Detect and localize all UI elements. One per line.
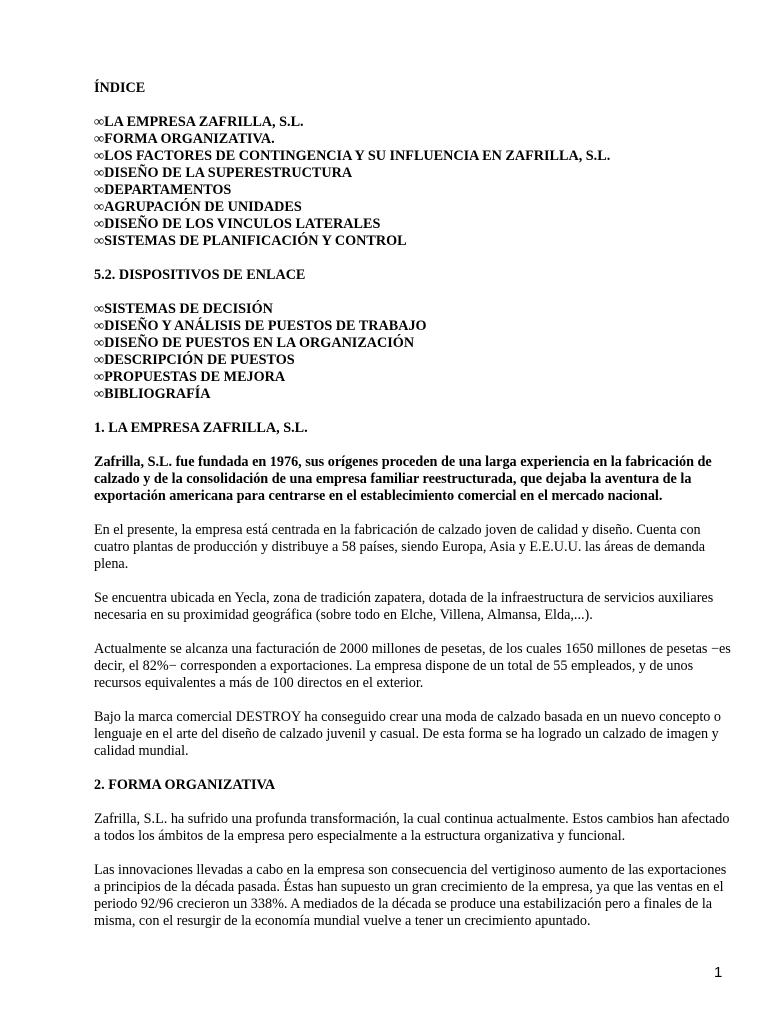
toc-item: ∞DISEÑO Y ANÁLISIS DE PUESTOS DE TRABAJO	[94, 318, 427, 334]
section-1-paragraph: Se encuentra ubicada en Yecla, zona de tradición zapatera, dotada de la infraestructura de servicios auxiliares necesaria en su proximidad geográfica (sobre todo en Elche, Villena, Almansa, Elda,...).	[94, 590, 714, 623]
infinity-bullet-icon: ∞	[94, 352, 105, 368]
index-title: ÍNDICE	[94, 80, 146, 96]
infinity-bullet-icon: ∞	[94, 301, 105, 317]
section-1-paragraph: Bajo la marca comercial DESTROY ha conseguido crear una moda de calzado basada en un nuevo concepto o lenguaje en el arte del diseño de calzado juvenil y casual. De esta forma se ha logrado un calzado de imagen y calidad mundial.	[94, 709, 722, 759]
toc-item: ∞SISTEMAS DE PLANIFICACIÓN Y CONTROL	[94, 233, 407, 249]
section-1-paragraph: En el presente, la empresa está centrada en la fabricación de calzado joven de calidad y diseño. Cuenta con cuatro plantas de producción y distribuye a 58 países, siendo Europa, Asia y E.E.U.U. las áreas de demanda plena.	[94, 522, 706, 572]
infinity-bullet-icon: ∞	[94, 148, 105, 164]
infinity-bullet-icon: ∞	[94, 131, 105, 147]
toc-list-secondary	[94, 301, 734, 403]
section-heading-2: 2. FORMA ORGANIZATIVA	[94, 777, 276, 793]
toc-item: ∞DESCRIPCIÓN DE PUESTOS	[94, 352, 295, 368]
infinity-bullet-icon: ∞	[94, 369, 105, 385]
section-heading-1: 1. LA EMPRESA ZAFRILLA, S.L.	[94, 420, 308, 436]
infinity-bullet-icon: ∞	[94, 216, 105, 232]
toc-item: ∞DEPARTAMENTOS	[94, 182, 232, 198]
section-heading-5-2: 5.2. DISPOSITIVOS DE ENLACE	[94, 267, 306, 283]
toc-item: ∞AGRUPACIÓN DE UNIDADES	[94, 199, 302, 215]
toc-list-primary	[94, 114, 734, 250]
toc-item: ∞FORMA ORGANIZATIVA.	[94, 131, 275, 147]
toc-item: ∞SISTEMAS DE DECISIÓN	[94, 301, 273, 317]
toc-item: ∞DISEÑO DE LA SUPERESTRUCTURA	[94, 165, 353, 181]
toc-item: ∞LOS FACTORES DE CONTINGENCIA Y SU INFLUENCIA EN ZAFRILLA, S.L.	[94, 148, 611, 164]
infinity-bullet-icon: ∞	[94, 199, 105, 215]
section-2-paragraph: Las innovaciones llevadas a cabo en la empresa son consecuencia del vertiginoso aumento de las exportaciones a principios de la década pasada. Éstas han supuesto un gran crecimiento de la empresa, ya que las ventas en el periodo 92/96 crecieron un 338%. A mediados de la década se produce una estabilización pero a finales de la misma, con el resurgir de la economía mundial vuelve a tener un crecimiento apuntado.	[94, 862, 727, 929]
toc-item: ∞DISEÑO DE PUESTOS EN LA ORGANIZACIÓN	[94, 335, 415, 351]
toc-item: ∞DISEÑO DE LOS VINCULOS LATERALES	[94, 216, 381, 232]
infinity-bullet-icon: ∞	[94, 335, 105, 351]
infinity-bullet-icon: ∞	[94, 386, 105, 402]
document-page	[94, 80, 734, 930]
infinity-bullet-icon: ∞	[94, 165, 105, 181]
toc-item: ∞BIBLIOGRAFÍA	[94, 386, 211, 402]
infinity-bullet-icon: ∞	[94, 318, 105, 334]
section-2-paragraph: Zafrilla, S.L. ha sufrido una profunda transformación, la cual continua actualmente. Estos cambios han afectado a todos los ámbitos de la empresa pero especialmente a la estructura organizativa y funcional.	[94, 811, 730, 844]
section-1-intro: Zafrilla, S.L. fue fundada en 1976, sus orígenes proceden de una larga experiencia en la fabricación de calzado y de la consolidación de una empresa familiar reestructurada, que dejaba la aventura de la exportación americana para centrarse en el establecimiento comercial en el mercado nacional.	[94, 454, 712, 504]
toc-item: ∞LA EMPRESA ZAFRILLA, S.L.	[94, 114, 304, 130]
infinity-bullet-icon: ∞	[94, 182, 105, 198]
section-1-paragraph: Actualmente se alcanza una facturación de 2000 millones de pesetas, de los cuales 1650 millones de pesetas −es decir, el 82%− corresponden a exportaciones. La empresa dispone de un total de 55 empleados, y de unos recursos equivalentes a más de 100 directos en el exterior.	[94, 641, 731, 691]
toc-item: ∞PROPUESTAS DE MEJORA	[94, 369, 286, 385]
infinity-bullet-icon: ∞	[94, 233, 105, 249]
infinity-bullet-icon: ∞	[94, 114, 105, 130]
page-number: 1	[714, 964, 723, 981]
